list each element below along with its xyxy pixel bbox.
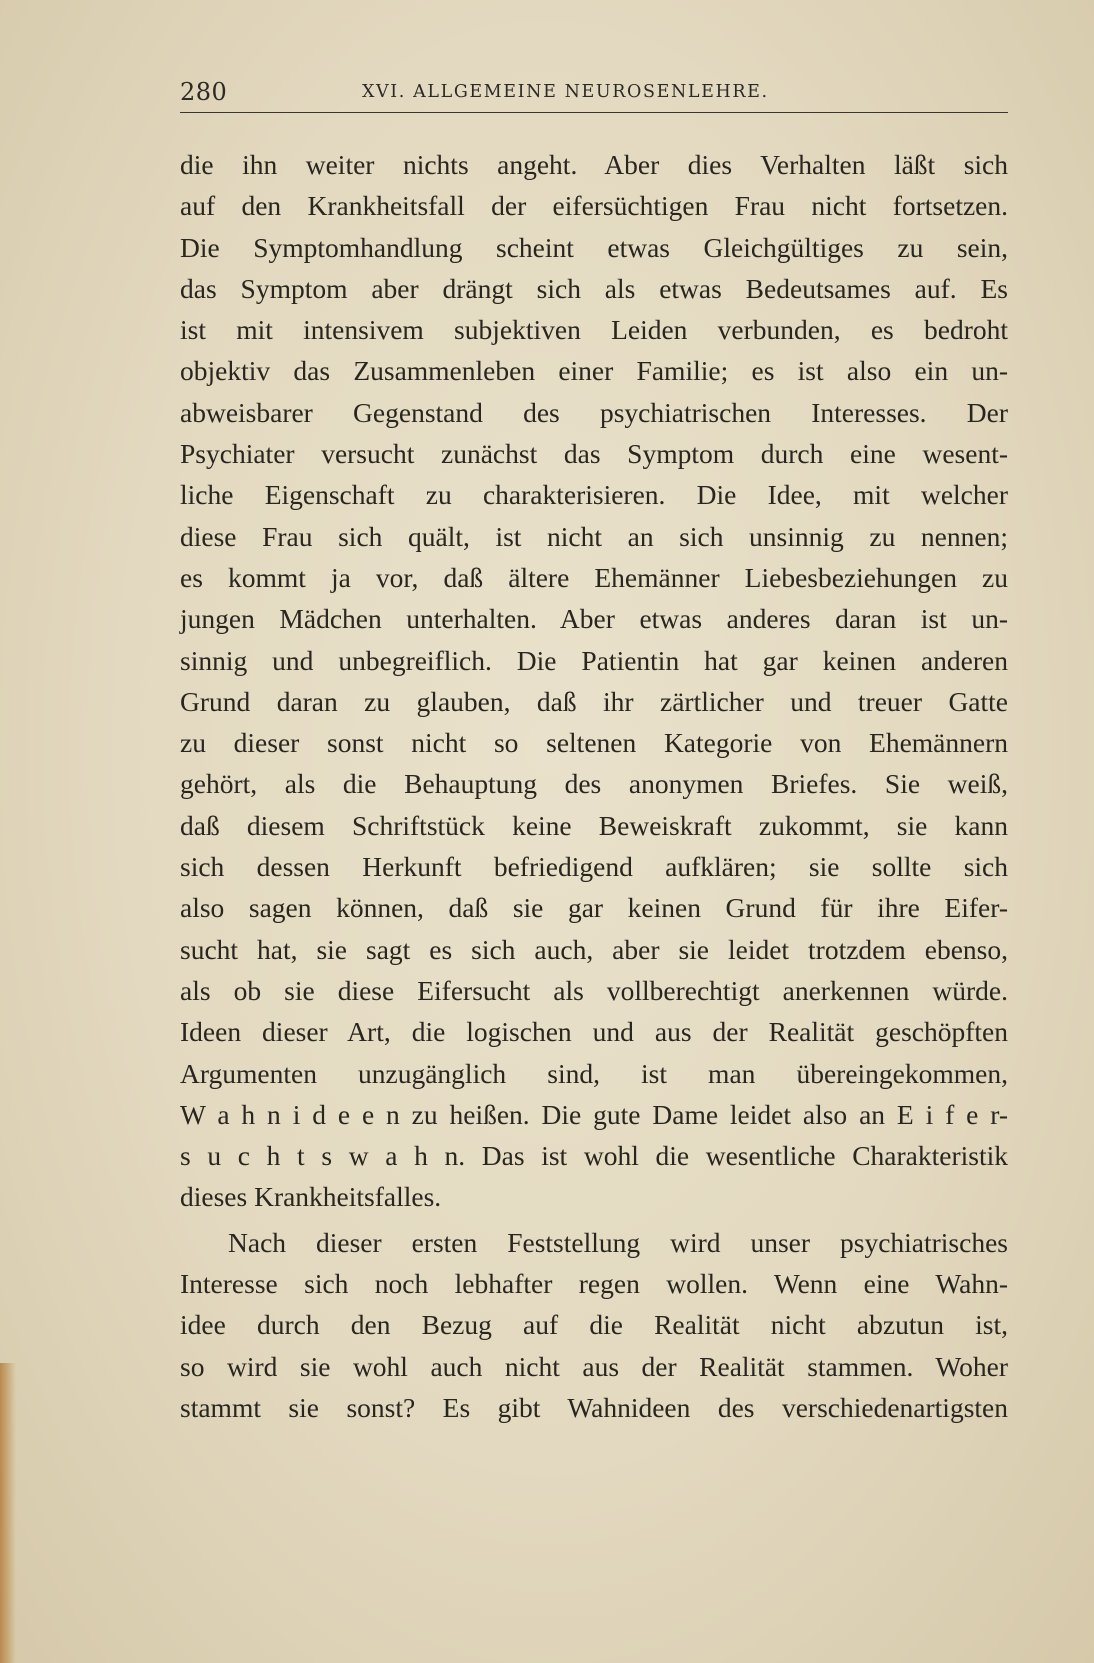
text-line: daß diesem Schriftstück keine Beweiskraft zukommt, sie kann [180,809,1008,841]
text-line: Argumenten unzugänglich sind, ist man übereingekommen, [180,1057,1008,1089]
page-edge-shadow [0,1363,16,1663]
paragraph-1 [180,144,1008,1218]
header-rule [180,112,1008,113]
text-line: idee durch den Bezug auf die Realität nicht abzutun ist, [180,1309,1008,1341]
text-line: objektiv das Zusammenleben einer Familie; es ist also ein un- [180,355,1008,387]
page-header [180,74,1008,110]
text-line: das Symptom aber drängt sich als etwas Bedeutsames auf. Es [180,272,1008,304]
text-line: ist mit intensivem subjektiven Leiden verbunden, es bedroht [180,314,1008,346]
text-line: gehört, als die Behauptung des anonymen Briefes. Sie weiß, [180,768,1008,800]
text-line: diese Frau sich quält, ist nicht an sich unsinnig zu nennen; [180,520,1008,552]
text-line: Die Symptomhandlung scheint etwas Gleichgültiges zu sein, [180,231,1008,263]
page-number: 280 [180,78,228,106]
text-line: Nach dieser ersten Feststellung wird unser psychiatrisches [228,1226,1008,1258]
text-line: sinnig und unbegreiflich. Die Patientin hat gar keinen anderen [180,644,1008,676]
text-line: Ideen dieser Art, die logischen und aus der Realität geschöpften [180,1016,1008,1048]
text-line: Interesse sich noch lebhafter regen wollen. Wenn eine Wahn- [180,1268,1008,1300]
text-line: s u c h t s w a h n. Das ist wohl die wesentliche Charakteristik [180,1140,1008,1172]
text-line: liche Eigenschaft zu charakterisieren. Die Idee, mit welcher [180,479,1008,511]
text-line: W a h n i d e e n zu heißen. Die gute Dame leidet also an E i f e r- [180,1098,1008,1130]
text-line: Grund daran zu glauben, daß ihr zärtlicher und treuer Gatte [180,685,1008,717]
text-line: sich dessen Herkunft befriedigend aufklären; sie sollte sich [180,851,1008,883]
text-line: Psychiater versucht zunächst das Symptom durch eine wesent- [180,438,1008,470]
text-line: zu dieser sonst nicht so seltenen Kategorie von Ehemännern [180,727,1008,759]
body-text [180,144,1008,1428]
text-line: die ihn weiter nichts angeht. Aber dies Verhalten läßt sich [180,149,1008,180]
text-line: auf den Krankheitsfall der eifersüchtigen Frau nicht fortsetzen. [180,190,1008,222]
text-line: also sagen können, daß sie gar keinen Grund für ihre Eifer- [180,892,1008,924]
text-line: so wird sie wohl auch nicht aus der Realität stammen. Woher [180,1350,1008,1382]
text-line: jungen Mädchen unterhalten. Aber etwas anderes daran ist un- [180,603,1008,635]
paragraph-2 [180,1222,1008,1428]
text-line: sucht hat, sie sagt es sich auch, aber sie leidet trotzdem ebenso, [180,933,1008,965]
text-line: dieses Krankheitsfalles. [180,1181,442,1213]
text-line: stammt sie sonst? Es gibt Wahnideen des verschiedenartigsten [180,1391,1008,1423]
text-line: als ob sie diese Eifersucht als vollberechtigt anerkennen würde. [180,974,1008,1006]
text-line: es kommt ja vor, daß ältere Ehemänner Liebesbeziehungen zu [180,561,1008,593]
text-line: abweisbarer Gegenstand des psychiatrischen Interesses. Der [180,396,1008,428]
running-head: XVI. ALLGEMEINE NEUROSENLEHRE. [362,82,769,102]
